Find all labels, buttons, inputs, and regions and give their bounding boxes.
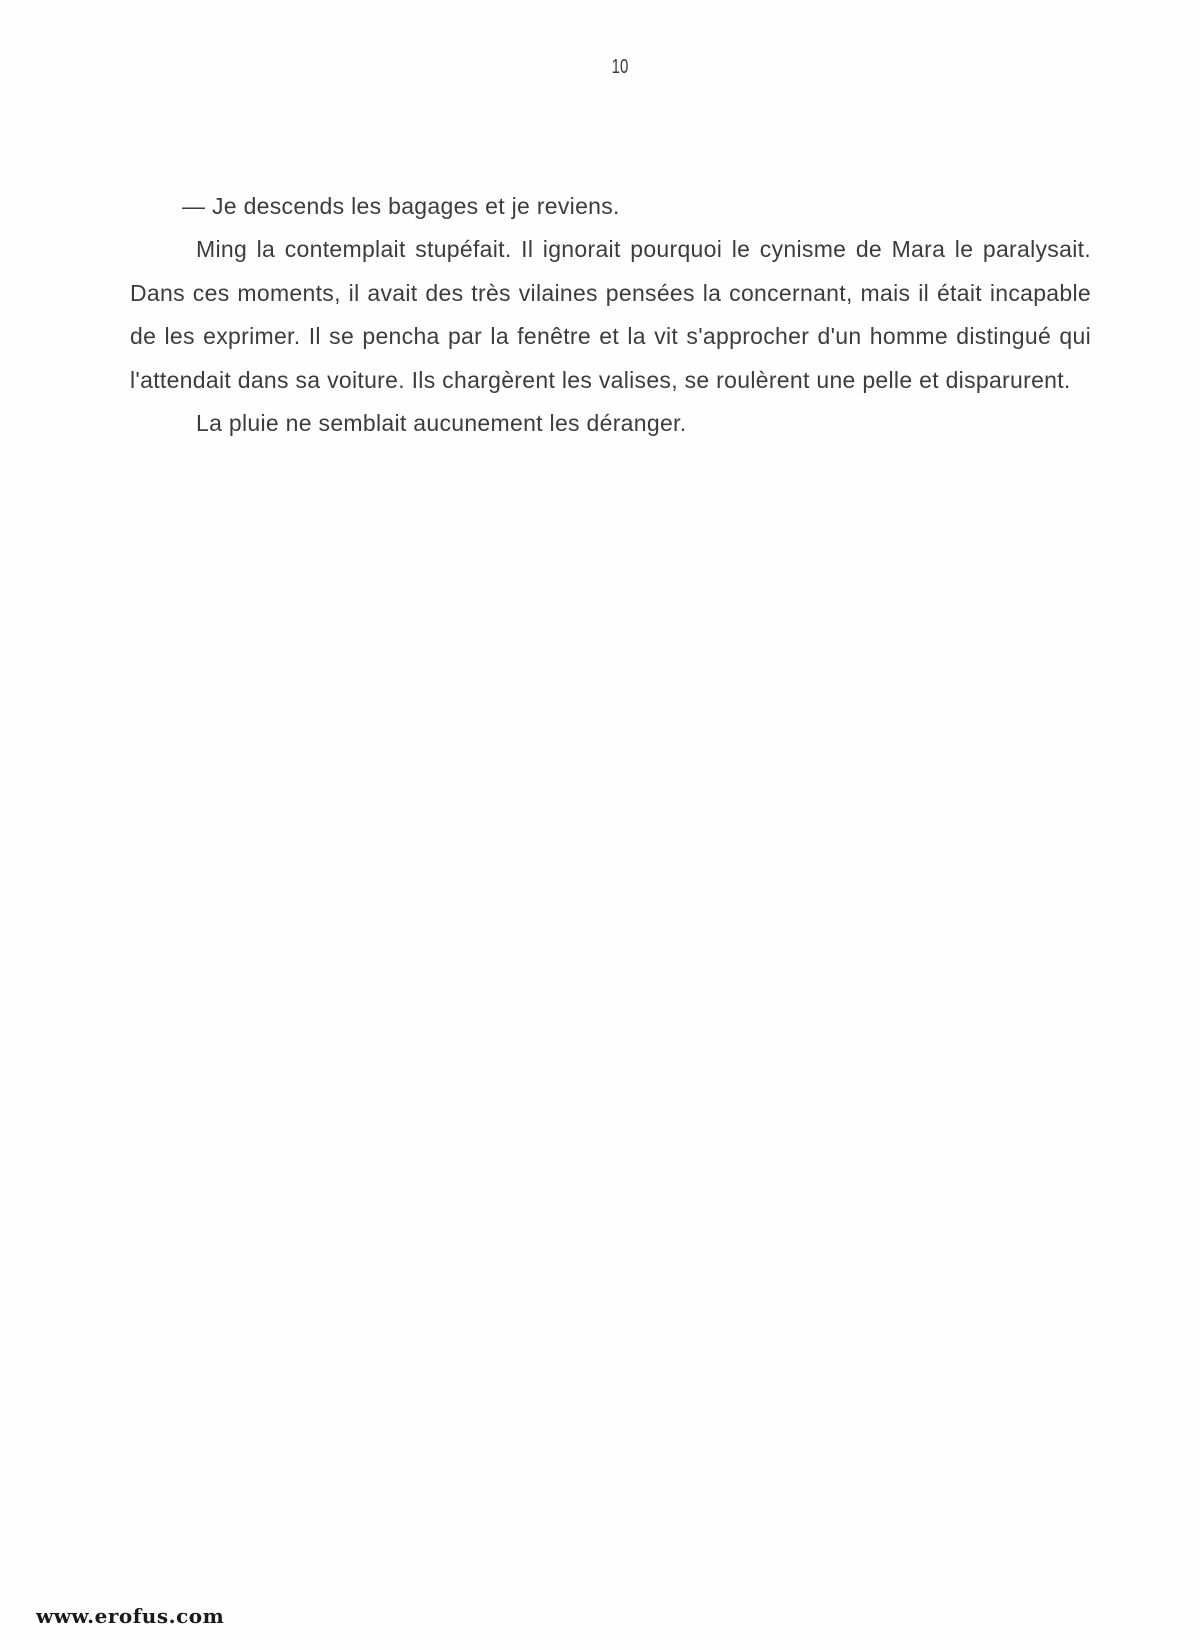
watermark: www.erofus.com bbox=[36, 1604, 225, 1628]
paragraph-closing: La pluie ne semblait aucunement les déranger. bbox=[196, 410, 687, 437]
paragraph-dialog: — Je descends les bagages et je reviens. bbox=[182, 193, 620, 219]
paragraph-narration: Ming la contemplait stupéfait. Il ignorait pourquoi le cynisme de Mara le paralysait. Dans ces moments, il avait des très vilaines pensées la concernant, mais il était incapable de les exprimer. Il se pencha par la fenêtre et la vit s'approcher d'un homme distingué qui l'attendait dans sa voiture. Ils chargèrent les valises, se roulèrent une pelle et disparurent. bbox=[130, 236, 1091, 393]
body-text bbox=[130, 185, 1091, 445]
page-number: 10 bbox=[611, 56, 629, 78]
